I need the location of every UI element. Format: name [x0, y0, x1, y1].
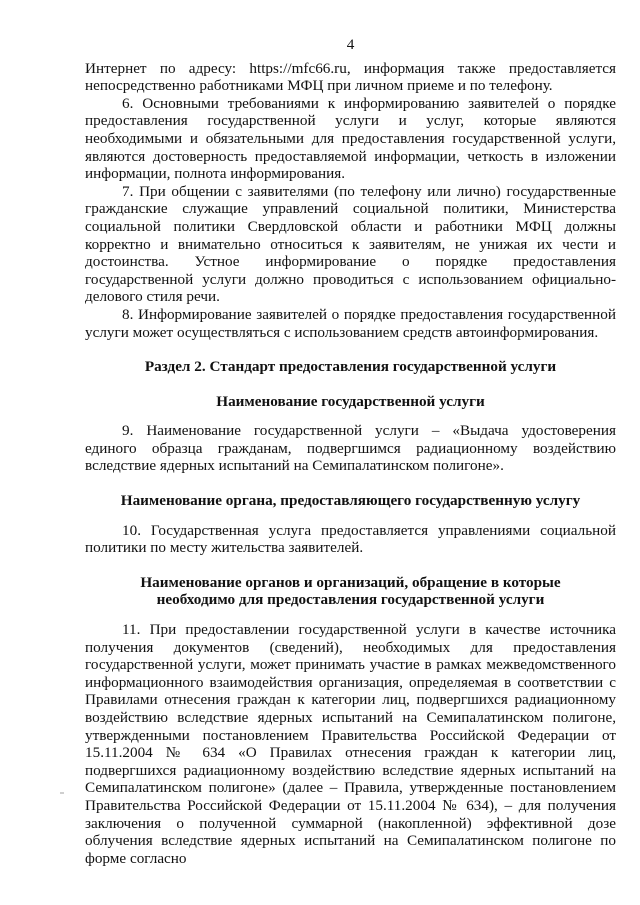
service-name-heading: Наименование государственной услуги [216, 392, 485, 410]
page-number: 4 [346, 36, 355, 53]
scan-mark [60, 792, 64, 794]
paragraph-5-continuation: Интернет по адресу: https://mfc66.ru, информация также предоставляется непосредственно работниками МФЦ при личном приеме и по телефону. [85, 59, 616, 95]
paragraph-7: 7. При общении с заявителями (по телефону или лично) государственные гражданские служащие управлений социальной политики, Министерства социальной политики Свердловской области и работники МФЦ должны корректно и внимательно относиться к заявителям, не унижая их чести и достоинства. Устное информирование о порядке предоставления государственной услуги должно проводиться с использованием официально-делового стиля речи. [85, 182, 616, 306]
paragraph-9: 9. Наименование государственной услуги – «Выдача удостоверения единого образца гражданам, подвергшимся радиационному воздействию вследствие ядерных испытаний на Семипалатинском полигоне». [85, 422, 616, 475]
organs-heading-line-1: Наименование органов и организаций, обращение в которые [140, 573, 561, 591]
organs-heading-line-2: необходимо для предоставления государственной услуги [156, 591, 545, 609]
organ-name-heading: Наименование органа, предоставляющего государственную услугу [120, 492, 581, 510]
paragraph-10: 10. Государственная услуга предоставляется управлениями социальной политики по месту жительства заявителей. [85, 521, 616, 557]
document-page [85, 36, 616, 867]
paragraph-11: 11. При предоставлении государственной услуги в качестве источника получения документов (сведений), необходимых для предоставления государственной услуги, может принимать участие в рамках межведомственного информационного взаимодействия организация, определяемая в соответствии с Правилами отнесения граждан к категории лиц, подвергшихся радиационному воздействию вследствие ядерных испытаний на Семипалатинском полигоне, утвержденными постановлением Правительства Российской Федерации от 15.11.2004 № 634 «О Правилах отнесения граждан к категории лиц, подвергшихся радиационному воздействию вследствие ядерных испытаний на Семипалатинском полигоне» (далее – Правила, утвержденные постановлением Правительства Российской Федерации от 15.11.2004 № 634), – для получения заключения о полученной суммарной (накопленной) эффективной дозе облучения вследствие ядерных испытаний на Семипалатинском полигоне по форме согласно [85, 621, 616, 867]
paragraph-6: 6. Основными требованиями к информированию заявителей о порядке предоставления государственной услуги и услуг, которые являются необходимыми и обязательными для предоставления государственной услуги, являются достоверность предоставляемой информации, четкость в изложении информации, полнота информирования. [85, 94, 616, 183]
section-2-heading: Раздел 2. Стандарт предоставления государственной услуги [144, 358, 557, 376]
paragraph-8: 8. Информирование заявителей о порядке предоставления государственной услуги может осуществляться с использованием средств автоинформирования. [85, 305, 616, 341]
